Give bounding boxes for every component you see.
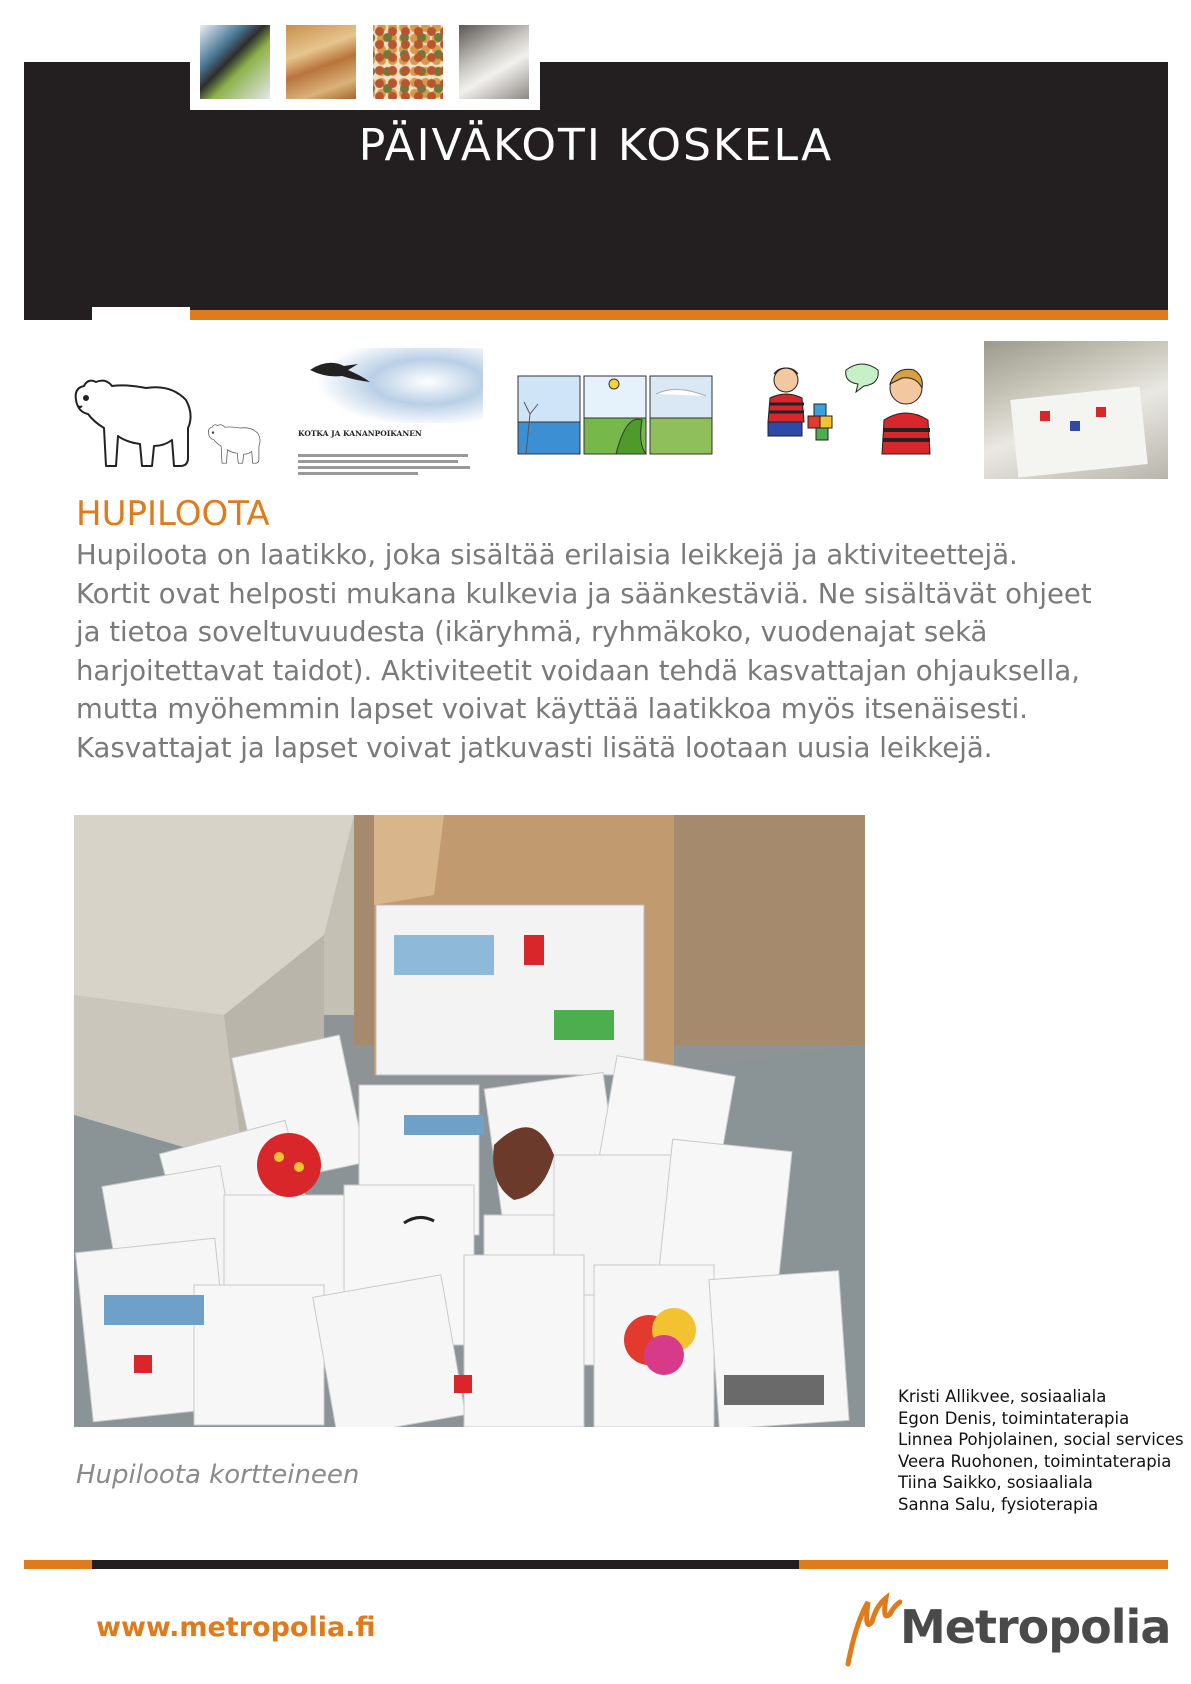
metropolia-logo-icon	[842, 1592, 902, 1668]
metropolia-logo-text: Metropolia	[900, 1600, 1171, 1654]
section-heading: HUPILOOTA	[76, 494, 270, 534]
intro-line: Kortit ovat helposti mukana kulkevia ja säänkestäviä. Ne sisältävät ohjeet	[76, 577, 1092, 610]
credit-line: Tiina Saikko, sosiaaliala	[898, 1473, 1093, 1492]
header-accent-line	[190, 310, 1168, 320]
intro-line: ja tietoa soveltuvuudesta (ikäryhmä, ryhmäkoko, vuodenajat sekä	[76, 616, 988, 648]
thumbnail-glass	[459, 25, 529, 99]
footer-divider	[92, 1560, 799, 1569]
footer-accent-right	[799, 1560, 1168, 1569]
credit-line: Veera Ruohonen, toimintaterapia	[898, 1451, 1172, 1471]
intro-line: Kasvattajat ja lapset voivat jatkuvasti lisätä lootaan uusia leikkejä.	[76, 731, 993, 764]
seasons-pictogram	[516, 374, 716, 456]
children-playing-pictogram	[756, 358, 938, 458]
photo-caption: Hupiloota kortteineen	[76, 1460, 360, 1490]
bears-pictogram	[66, 370, 266, 480]
credit-line: Egon Denis, toimintaterapia	[898, 1408, 1130, 1428]
eagle-sky-illustration	[298, 348, 483, 423]
author-credits	[898, 1386, 1184, 1515]
activity-card-sample	[298, 348, 483, 478]
intro-line: mutta myöhemmin lapset voivat käyttää laatikkoa myös itsenäisesti.	[76, 693, 1029, 725]
cards-photo-thumbnail	[984, 341, 1168, 479]
credit-line: Linnea Pohjolainen, social services	[898, 1430, 1184, 1449]
thumbnail-dots-pattern	[373, 25, 443, 99]
card-sample-title: KOTKA JA KANANPOIKANEN	[298, 429, 422, 438]
credit-line: Sanna Salu, fysioterapia	[898, 1494, 1099, 1514]
thumbnail-map	[286, 25, 356, 99]
header-notch	[92, 307, 190, 320]
credit-line: Kristi Allikvee, sosiaaliala	[898, 1387, 1107, 1406]
page-title: PÄIVÄKOTI KOSKELA	[358, 120, 834, 171]
card-sample-text	[298, 454, 483, 475]
footer-accent-left	[24, 1560, 92, 1569]
hupiloota-box-photo	[74, 815, 865, 1427]
intro-paragraph	[76, 536, 1136, 767]
footer-website-link[interactable]: www.metropolia.fi	[96, 1612, 376, 1643]
intro-line: Hupiloota on laatikko, joka sisältää erilaisia leikkejä ja aktiviteettejä.	[76, 539, 1018, 571]
thumbnail-abstract-ink	[200, 25, 270, 99]
intro-line: harjoitettavat taidot). Aktiviteetit voidaan tehdä kasvattajan ohjauksella,	[76, 654, 1080, 687]
